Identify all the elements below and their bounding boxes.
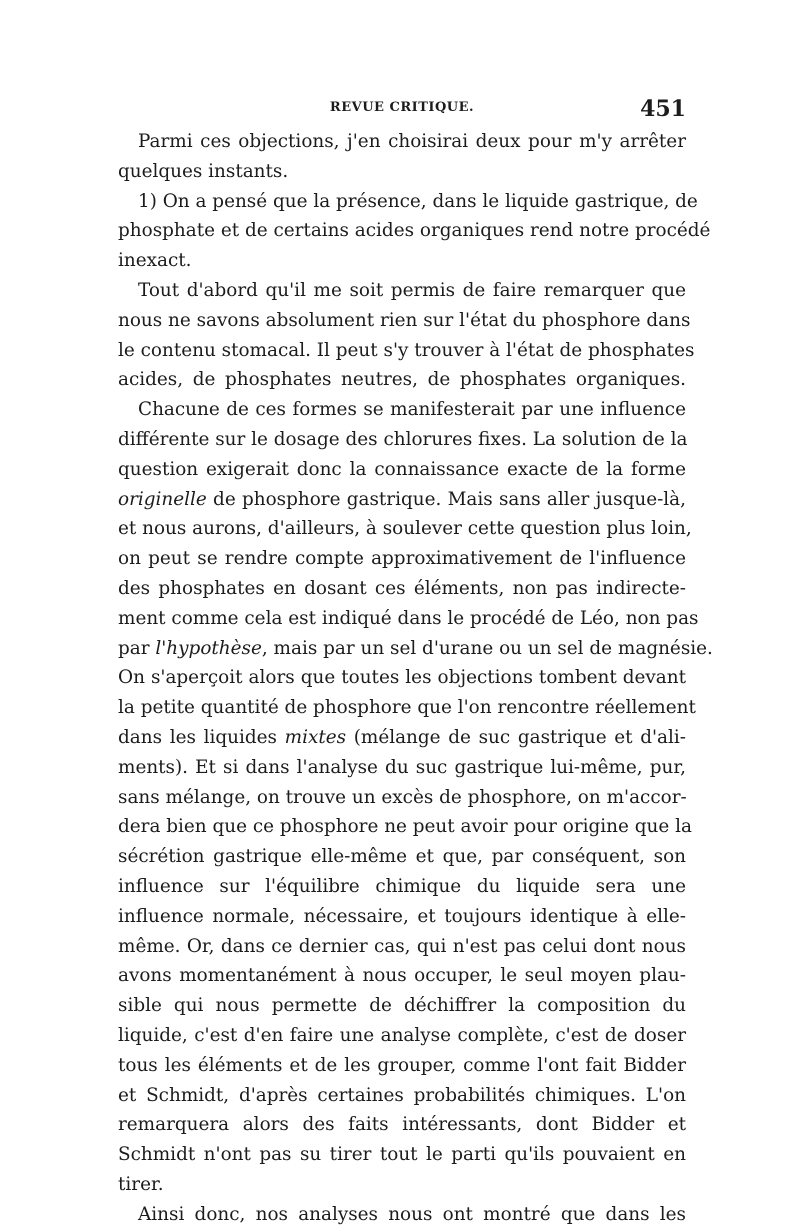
text-line (118, 634, 713, 664)
text-line: liquide, c'est d'en faire une analyse complète, c'est de doser (118, 1024, 686, 1046)
text-line: différente sur le dosage des chlorures fixes. La solution de la (118, 428, 688, 450)
text-run: de phosphore gastrique. Mais sans aller jusque-là, (206, 488, 686, 510)
text-line: inexact. (118, 250, 192, 272)
text-line: sans mélange, on trouve un excès de phosphore, on m'accor- (118, 786, 687, 808)
text-line: Schmidt n'ont pas su tirer tout le parti qu'ils pouvaient en (118, 1144, 686, 1166)
text-line: Tout d'abord qu'il me soit permis de faire remarquer que (138, 279, 686, 301)
text-run: , mais par un sel d'urane ou un sel de magnésie. (261, 637, 713, 659)
text-line: Ainsi donc, nos analyses nous ont montré que dans les (138, 1203, 686, 1225)
text-run: dans les liquides (118, 726, 285, 748)
text-line: phosphate et de certains acides organiques rend notre procédé (118, 220, 711, 242)
body-text (118, 127, 713, 1229)
italic-term: originelle (118, 488, 207, 510)
text-line: nous ne savons absolument rien sur l'état du phosphore dans (118, 309, 691, 331)
text-line: même. Or, dans ce dernier cas, qui n'est pas celui dont nous (118, 935, 686, 957)
page-number: 451 (640, 96, 686, 122)
text-line (118, 723, 686, 753)
text-line: influence normale, nécessaire, et toujours identique à elle- (118, 905, 686, 927)
text-line: et Schmidt, d'après certaines probabilités chimiques. L'on (118, 1084, 686, 1106)
text-line: sible qui nous permette de déchiffrer la composition du (118, 995, 686, 1017)
text-run: par (118, 637, 156, 659)
text-line: ment comme cela est indiqué dans le procédé de Léo, non pas (118, 607, 699, 629)
text-line: acides, de phosphates neutres, de phosphates organiques. (118, 369, 686, 391)
text-line: Chacune de ces formes se manifesterait par une influence (138, 399, 686, 421)
text-line: on peut se rendre compte approximativement de l'influence (118, 548, 686, 570)
text-line: question exigerait donc la connaissance exacte de la forme (118, 458, 686, 480)
text-line: On s'aperçoit alors que toutes les objections tombent devant (118, 667, 686, 689)
text-line: des phosphates en dosant ces éléments, non pas indirecte- (118, 577, 686, 599)
text-line: 1) On a pensé que la présence, dans le liquide gastrique, de (138, 190, 698, 212)
text-line: tirer. (118, 1173, 164, 1195)
running-title: REVUE CRITIQUE. (329, 100, 475, 115)
italic-term: l'hypothèse (155, 637, 262, 659)
italic-term: mixtes (284, 726, 347, 748)
text-line: dera bien que ce phosphore ne peut avoir pour origine que la (118, 816, 692, 838)
text-line: la petite quantité de phosphore que l'on rencontre réellement (118, 697, 696, 719)
text-line: sécrétion gastrique elle-même et que, par conséquent, son (118, 846, 686, 868)
text-line: tous les éléments et de les grouper, comme l'ont fait Bidder (118, 1054, 686, 1076)
text-line: quelques instants. (118, 160, 289, 182)
text-line: avons momentanément à nous occuper, le seul moyen plau- (118, 965, 686, 987)
text-line: influence sur l'équilibre chimique du liquide sera une (118, 875, 686, 897)
text-line: remarquera alors des faits intéressants, dont Bidder et (118, 1114, 686, 1136)
text-line: et nous aurons, d'ailleurs, à soulever cette question plus loin, (118, 518, 692, 540)
text-line: ments). Et si dans l'analyse du suc gastrique lui-même, pur, (118, 756, 686, 778)
text-line: le contenu stomacal. Il peut s'y trouver à l'état de phosphates (118, 339, 695, 361)
text-run: (mélange de suc gastrique et d'ali- (346, 726, 686, 748)
running-head (118, 96, 686, 126)
text-line: Parmi ces objections, j'en choisirai deux pour m'y arrêter (138, 131, 686, 152)
text-line (118, 485, 686, 515)
